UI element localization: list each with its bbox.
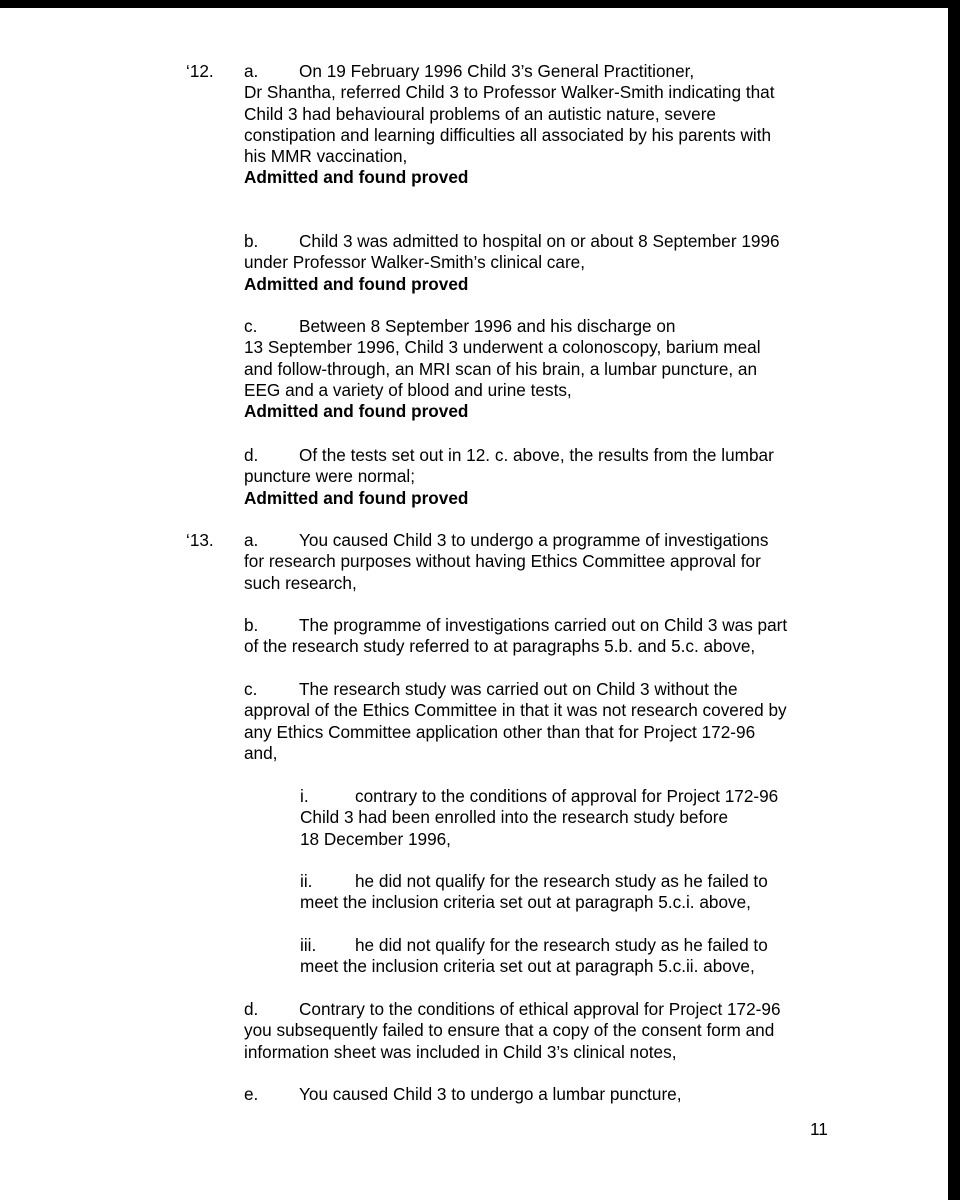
item-label: a. xyxy=(244,530,259,550)
item-13a xyxy=(244,530,768,594)
paragraph-number: ‘13. xyxy=(186,530,214,550)
item-label: d. xyxy=(244,445,259,465)
finding-text: Admitted and found proved xyxy=(244,167,469,188)
finding-text: Admitted and found proved xyxy=(244,487,469,508)
subitem-text-line: meet the inclusion criteria set out at paragraph 5.c.i. above, xyxy=(300,892,751,913)
item-label: b. xyxy=(244,231,259,251)
item-text-line: Dr Shantha, referred Child 3 to Professor Walker-Smith indicating that xyxy=(244,82,775,103)
item-text-line: you subsequently failed to ensure that a copy of the consent form and xyxy=(244,1020,775,1041)
subitem-13c-ii xyxy=(300,871,768,914)
item-text-line: his MMR vaccination, xyxy=(244,146,408,167)
item-text-line: puncture were normal; xyxy=(244,466,416,487)
item-text-line: Of the tests set out in 12. c. above, the results from the lumbar xyxy=(299,445,774,465)
paragraph-number: ‘12. xyxy=(186,61,214,81)
item-text-line: for research purposes without having Ethics Committee approval for xyxy=(244,551,761,572)
item-text-line: 13 September 1996, Child 3 underwent a colonoscopy, barium meal xyxy=(244,337,761,358)
item-text-line: and follow-through, an MRI scan of his brain, a lumbar puncture, an xyxy=(244,358,758,379)
item-text-line: Child 3 had behavioural problems of an autistic nature, severe xyxy=(244,103,716,124)
item-label: c. xyxy=(244,679,258,699)
item-text-line: such research, xyxy=(244,572,357,593)
item-13e xyxy=(244,1084,682,1105)
subitem-label: i. xyxy=(300,786,309,806)
item-12d xyxy=(244,445,774,509)
item-text-line: On 19 February 1996 Child 3’s General Practitioner, xyxy=(299,61,695,81)
subitem-label: ii. xyxy=(300,871,313,891)
subitem-13c-iii xyxy=(300,935,768,978)
item-text-line: information sheet was included in Child 3’s clinical notes, xyxy=(244,1041,677,1062)
subitem-text-line: he did not qualify for the research study as he failed to xyxy=(355,871,768,891)
item-text-line: of the research study referred to at paragraphs 5.b. and 5.c. above, xyxy=(244,636,756,657)
item-13b xyxy=(244,615,787,658)
item-text-line: You caused Child 3 to undergo a programme of investigations xyxy=(299,530,769,550)
item-text-line: constipation and learning difficulties all associated by his parents with xyxy=(244,124,772,145)
item-text-line: The programme of investigations carried out on Child 3 was part xyxy=(299,615,788,635)
subitem-13c-i xyxy=(300,786,778,850)
item-text-line: Child 3 was admitted to hospital on or about 8 September 1996 xyxy=(299,231,780,251)
item-13d xyxy=(244,999,781,1063)
subitem-text-line: meet the inclusion criteria set out at paragraph 5.c.ii. above, xyxy=(300,956,755,977)
document-page xyxy=(0,8,948,1200)
item-label: c. xyxy=(244,316,258,336)
item-text-line: and, xyxy=(244,742,278,763)
item-label: e. xyxy=(244,1084,259,1104)
item-text-line: The research study was carried out on Child 3 without the xyxy=(299,679,738,699)
item-text-line: approval of the Ethics Committee in that it was not research covered by xyxy=(244,700,787,721)
item-text-line: under Professor Walker-Smith’s clinical care, xyxy=(244,252,585,273)
item-12c xyxy=(244,316,761,422)
item-label: a. xyxy=(244,61,259,81)
item-12b xyxy=(244,231,780,295)
finding-text: Admitted and found proved xyxy=(244,401,469,422)
item-label: b. xyxy=(244,615,259,635)
item-text-line: Contrary to the conditions of ethical approval for Project 172-96 xyxy=(299,999,781,1019)
subitem-text-line: contrary to the conditions of approval for Project 172-96 xyxy=(355,786,779,806)
page-number: 11 xyxy=(810,1119,828,1139)
subitem-text-line: he did not qualify for the research study as he failed to xyxy=(355,935,768,955)
finding-text: Admitted and found proved xyxy=(244,273,469,294)
subitem-text-line: Child 3 had been enrolled into the research study before xyxy=(300,807,729,828)
item-13c xyxy=(244,679,787,764)
item-12a xyxy=(244,61,775,189)
item-text-line: Between 8 September 1996 and his discharge on xyxy=(299,316,676,336)
subitem-text-line: 18 December 1996, xyxy=(300,828,451,849)
item-text-line: You caused Child 3 to undergo a lumbar puncture, xyxy=(299,1084,682,1104)
item-text-line: any Ethics Committee application other than that for Project 172-96 xyxy=(244,721,756,742)
item-text-line: EEG and a variety of blood and urine tests, xyxy=(244,379,572,400)
item-label: d. xyxy=(244,999,259,1019)
subitem-label: iii. xyxy=(300,935,317,955)
